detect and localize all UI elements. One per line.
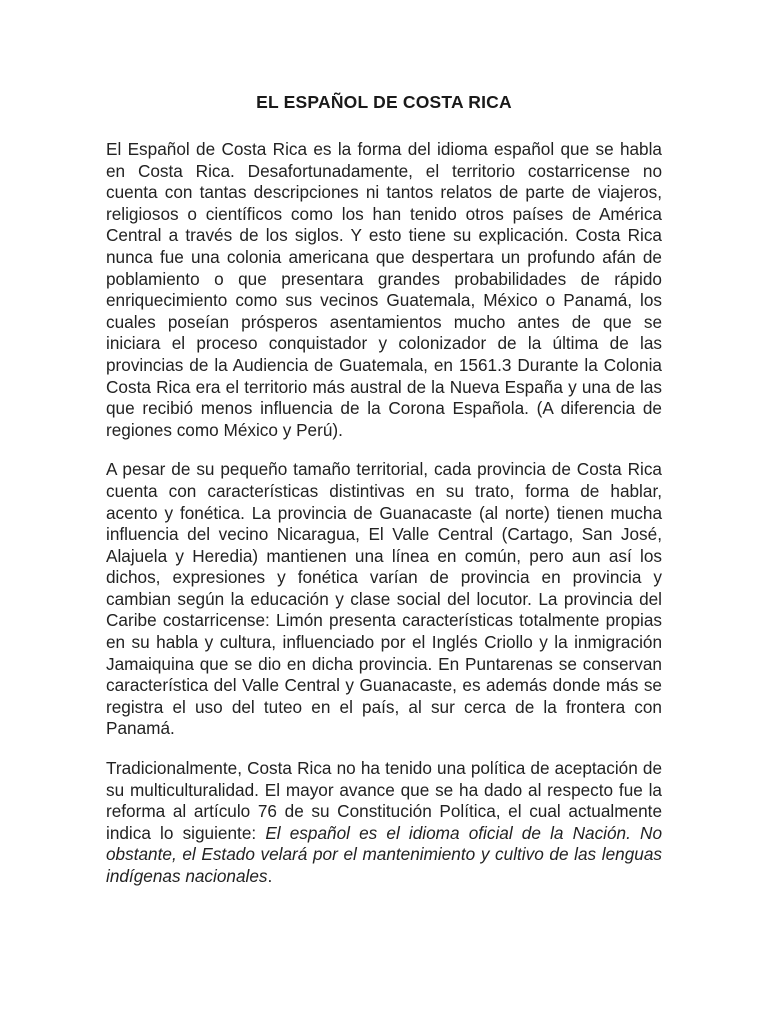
paragraph-3-text: Tradicionalmente, Costa Rica no ha tenido una política de aceptación de su multiculturalidad. El mayor avance que se ha dado al respecto fue la reforma al artículo 76 de su Constitución Política, el cual actualmente indica lo siguiente: (106, 758, 662, 843)
constitution-quote: El español es el idioma oficial de la Nación. No obstante, el Estado velará por el mantenimiento y cultivo de las lenguas indígenas nacionales (106, 822, 662, 886)
paragraph-2: A pesar de su pequeño tamaño territorial, cada provincia de Costa Rica cuenta con características distintivas en su trato, forma de hablar, acento y fonética. La provincia de Guanacaste (al norte) tienen mucha influencia del vecino Nicaragua, El Valle Central (Cartago, San José, Alajuela y Heredia) mantienen una línea en común, pero aun así los dichos, expresiones y fonética varían de provincia en provincia y cambian según la educación y clase social del locutor. La provincia del Caribe costarricense: Limón presenta características totalmente propias en su habla y cultura, influenciado por el Inglés Criollo y la inmigración Jamaiquina que se dio en dicha provincia. En Puntarenas se conservan característica del Valle Central y Guanacaste, es además donde más se registra el uso del tuteo en el país, al sur cerca de la frontera con Panamá. (106, 459, 662, 739)
paragraph-3 (106, 758, 662, 888)
paragraph-1: El Español de Costa Rica es la forma del idioma español que se habla en Costa Rica. Desafortunadamente, el territorio costarricense no cuenta con tantas descripciones ni tantos relatos de parte de viajeros, religiosos o científicos como los han tenido otros países de América Central a través de los siglos. Y esto tiene su explicación. Costa Rica nunca fue una colonia americana que despertara un profundo afán de poblamiento o que presentara grandes probabilidades de rápido enriquecimiento como sus vecinos Guatemala, México o Panamá, los cuales poseían prósperos asentamientos mucho antes de que se iniciara el proceso conquistador y colonizador de la última de las provincias de la Audiencia de Guatemala, en 1561.3 Durante la Colonia Costa Rica era el territorio más austral de la Nueva España y una de las que recibió menos influencia de la Corona Española. (A diferencia de regiones como México y Perú). (106, 139, 662, 440)
document-page (106, 92, 662, 888)
document-title: EL ESPAÑOL DE COSTA RICA (256, 92, 512, 112)
paragraph-3-end: . (267, 866, 273, 886)
